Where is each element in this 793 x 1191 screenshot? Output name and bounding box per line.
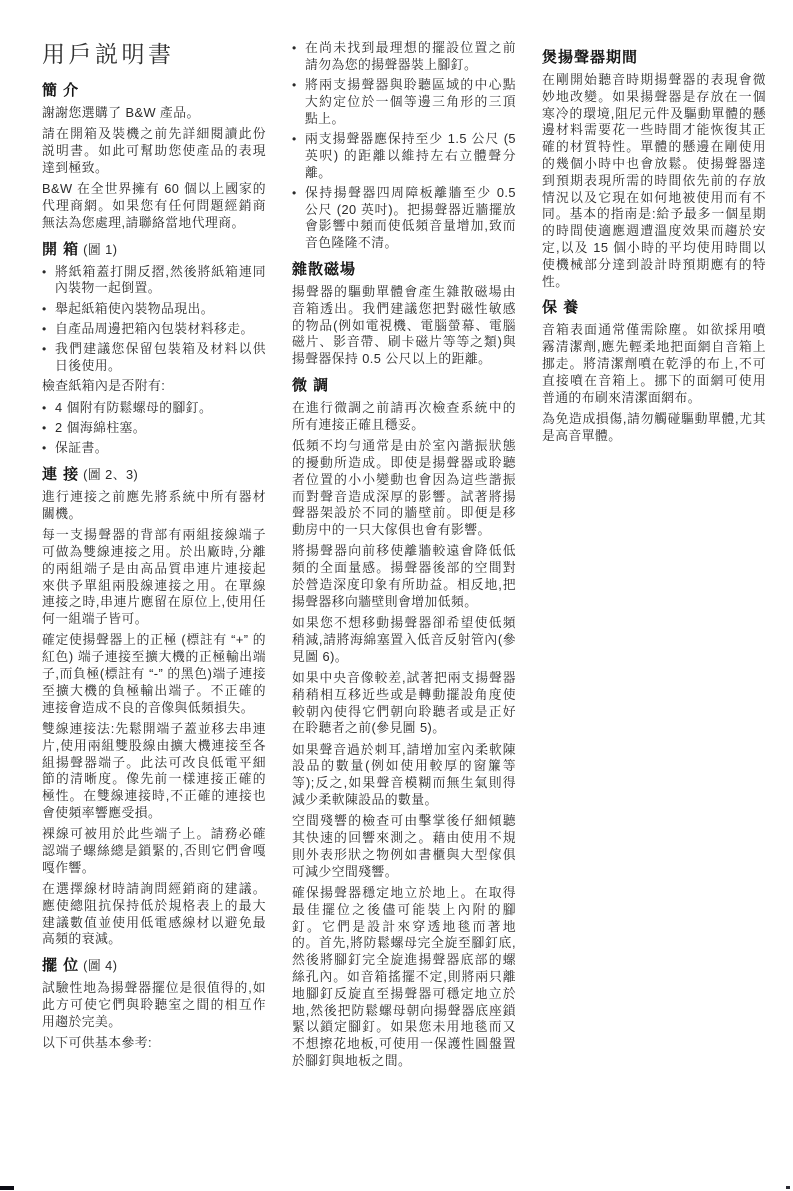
section-heading-text: 開 箱 <box>42 240 80 258</box>
bullet-text: 4 個附有防鬆螺母的腳釘。 <box>55 399 213 415</box>
paragraph: 在進行微調之前請再次檢查系統中的所有連接正確且穩妥。 <box>292 400 516 432</box>
paragraph: 在剛開始聽音時期揚聲器的表現會微妙地改變。如果揚聲器是存放在一個寒冷的環境,阻尼元件及驅動單體的懸邊材料需要花一些時間才能恢復其正確的材質特性。單體的懸邊在剛使用的幾個小時中也會放鬆。使揚聲器達到預期表現所需的時間依先前的存放情況以及它現在如何地被使用而有不同。基本的指南是:給予最多一個星期的時間使適應週遭溫度效果而趨於安定,以及 15 個小時的平均使用時間以使機械部分達到設計時預期應有的特性。 <box>542 72 766 289</box>
paragraph: 確定使揚聲器上的正極 (標註有 “+” 的紅色) 端子連接至擴大機的正極輸出端子,而負極(標註有 “-” 的黑色)端子連接至擴大機的負極輸出端子。不正確的連接會造成不良的音像與低頻損失。 <box>42 632 266 715</box>
bullet-item <box>42 420 266 437</box>
section-heading <box>542 299 766 317</box>
section-heading-text: 雜散磁場 <box>292 261 357 279</box>
bullet-text: 舉起紙箱使內裝物品現出。 <box>55 300 214 316</box>
paragraph: B&W 在全世界擁有 60 個以上國家的代理商網。如果您有任何問題經銷商無法為您處理,請聯絡當地代理商。 <box>42 181 266 230</box>
bullet-icon: • <box>42 441 47 456</box>
bullet-item <box>292 185 516 252</box>
paragraph: 確保揚聲器穩定地立於地上。在取得最佳擺位之後儘可能裝上內附的腳釘。它們是設計來穿透地毯而著地的。首先,將防鬆螺母完全旋至腳釘底,然後將腳釘完全旋進揚聲器底部的螺絲孔內。如音箱搖擺不定,則將兩只離地腳釘反旋直至揚聲器可穩定地立於地,然後把防鬆螺母朝向揚聲器底座鎖緊以鎖定腳釘。如果您未用地毯而又不想擦花地板,可使用一保護性圓盤置於腳釘與地板之間。 <box>292 885 516 1069</box>
bullet-item <box>42 264 266 298</box>
bullet-icon: • <box>292 41 297 55</box>
column-left <box>42 40 266 1074</box>
bullet-text: 將兩支揚聲器與聆聽區域的中心點大約定位於一個等邊三角形的三頂點上。 <box>305 77 516 126</box>
bullet-item <box>292 77 516 127</box>
section-heading-figure-ref: (圖 2、3) <box>83 467 139 483</box>
paragraph: 請在開箱及裝機之前先詳細閱讀此份説明書。如此可幫助您使產品的表現達到極致。 <box>42 126 266 175</box>
bullet-icon: • <box>42 301 47 316</box>
bullet-item <box>292 40 516 74</box>
bullet-text: 保持揚聲器四周障板離牆至少 0.5 公尺 (20 英吋)。把揚聲器近牆擺放會影響中頻而使低頻音量增加,致而音色隆隆不清。 <box>305 184 516 251</box>
section-heading-text: 擺 位 <box>42 957 80 975</box>
section-heading-figure-ref: (圖 4) <box>83 958 118 974</box>
bullet-item <box>42 400 266 417</box>
paragraph: 檢查紙箱內是否附有: <box>42 378 166 394</box>
bullet-icon: • <box>292 131 297 146</box>
bullet-item <box>42 440 266 457</box>
paragraph: 如果您不想移動揚聲器卻希望使低頻稍減,請將海綿塞置入低音反射管內(參見圖 6)。 <box>292 615 516 664</box>
page-title: 用戶説明書 <box>42 41 175 67</box>
bullet-icon: • <box>292 78 297 93</box>
paragraph: 將揚聲器向前移使離牆較遠會降低低頻的全面量感。揚聲器後部的空間對於營造深度印象有所助益。相反地,把揚聲器移向牆壁則會增加低頻。 <box>292 543 516 609</box>
paragraph: 每一支揚聲器的背部有兩組接線端子可做為雙線連接之用。於出廠時,分離的兩組端子是由高品質串連片連接起來供予單組兩股線連接之用。在單線連接之時,串連片應留在原位上,使用任何一組端子皆可。 <box>42 527 266 627</box>
bullet-text: 兩支揚聲器應保持至少 1.5 公尺 (5 英呎) 的距離以維持左右立體聲分離。 <box>305 130 516 180</box>
bullet-icon: • <box>42 342 47 357</box>
section-heading <box>292 261 516 279</box>
section-heading <box>42 466 266 484</box>
paragraph: 如果聲音過於刺耳,請增加室內柔軟陳設品的數量(例如使用較厚的窗簾等等);反之,如果聲音模糊而無生氣則得減少柔軟陳設品的數量。 <box>292 741 516 808</box>
bullet-text: 我們建議您保留包裝箱及材料以供日後使用。 <box>55 341 266 374</box>
paragraph: 為免造成損傷,請勿觸碰驅動單體,尤其是高音單體。 <box>542 410 766 443</box>
bullet-item <box>42 301 266 318</box>
paragraph: 以下可供基本參考: <box>42 1035 152 1051</box>
column-middle <box>292 40 516 1074</box>
bullet-item <box>42 321 266 338</box>
column-right <box>542 40 766 1074</box>
scan-artifact-bottom-right <box>786 1186 790 1189</box>
bullet-icon: • <box>42 420 47 435</box>
paragraph: 謝謝您選購了 B&W 產品。 <box>42 105 200 120</box>
paragraph: 揚聲器的驅動單體會產生雜散磁場由音箱透出。我們建議您把對磁性敏感的物品(例如電視機、電腦螢幕、電腦磁片、影音帶、刷卡磁片等等之類)與揚聲器保持 0.5 公尺以上的距離。 <box>292 284 516 367</box>
bullet-text: 自產品周邊把箱內包裝材料移走。 <box>55 320 254 336</box>
bullet-text: 保証書。 <box>55 440 108 456</box>
paragraph: 進行連接之前應先將系統中所有器材關機。 <box>42 489 266 521</box>
section-heading-figure-ref: (圖 1) <box>83 241 118 257</box>
section-heading-text: 微 調 <box>292 377 330 395</box>
bullet-icon: • <box>42 264 47 279</box>
paragraph: 裸線可被用於此些端子上。請務必確認端子螺絲總是鎖緊的,否則它們會嘎嘎作響。 <box>42 826 266 875</box>
bullet-item <box>42 341 266 375</box>
bullet-text: 在尚未找到最理想的擺設位置之前請勿為您的揚聲器裝上腳釘。 <box>305 40 516 72</box>
paragraph: 低頻不均勻通常是由於室內諧振狀態的擾動所造成。即使是揚聲器或聆聽者位置的小小變動也會因為這些諧振而對聲音造成深厚的影響。試著將揚聲器架設於不同的牆壁前。即便是移動房中的一只大傢俱也會有影響。 <box>292 438 516 538</box>
section-heading-text: 保 養 <box>542 299 580 317</box>
paragraph: 如果中央音像較差,試著把兩支揚聲器稍稍相互移近些或是轉動擺設角度使較朝內使得它們朝向聆聽者或是正好在聆聽者之前(參見圖 5)。 <box>292 670 516 736</box>
section-heading <box>42 82 266 100</box>
section-heading <box>42 957 266 975</box>
scan-artifact-bottom-left <box>0 1186 14 1190</box>
section-heading <box>42 241 266 259</box>
section-heading-text: 連 接 <box>42 466 80 484</box>
paragraph: 在選擇線材時請詢問經銷商的建議。應使總阻抗保持低於規格表上的最大建議數值並使用低電感線材以避免最高頻的衰減。 <box>42 881 266 947</box>
bullet-icon: • <box>42 400 47 415</box>
bullet-text: 2 個海綿柱塞。 <box>55 419 147 435</box>
section-heading <box>542 49 766 67</box>
paragraph: 試驗性地為揚聲器擺位是很值得的,如此方可使它們與聆聽室之間的相互作用趨於完美。 <box>42 980 266 1029</box>
bullet-item <box>292 131 516 181</box>
bullet-text: 將紙箱蓋打開反摺,然後將紙箱連同內裝物一起倒置。 <box>55 263 266 296</box>
paragraph: 雙線連接法:先鬆開端子蓋並移去串連片,使用兩組雙股線由擴大機連接至各組揚聲器端子。此法可改良低電平細節的清晰度。像先前一樣連接正確的極性。在雙線連接時,不正確的連接也會使頻率響應受損。 <box>42 720 266 820</box>
bullet-icon: • <box>42 321 47 336</box>
paragraph: 空間殘響的檢查可由擊掌後仔細傾聽其快速的回響來測之。藉由使用不規則外表形狀之物例如書櫃與大型傢俱可減少空間殘響。 <box>292 813 516 879</box>
bullet-icon: • <box>292 185 297 200</box>
section-heading-text: 煲揚聲器期間 <box>542 49 639 66</box>
section-heading <box>292 377 516 395</box>
paragraph: 音箱表面通常僅需除塵。如欲採用噴霧清潔劑,應先輕柔地把面網自音箱上挪走。將清潔劑噴在乾淨的布上,不可直接噴在音箱上。挪下的面網可使用普通的布刷來清潔面網布。 <box>542 322 766 405</box>
section-heading-text: 簡 介 <box>42 82 80 99</box>
